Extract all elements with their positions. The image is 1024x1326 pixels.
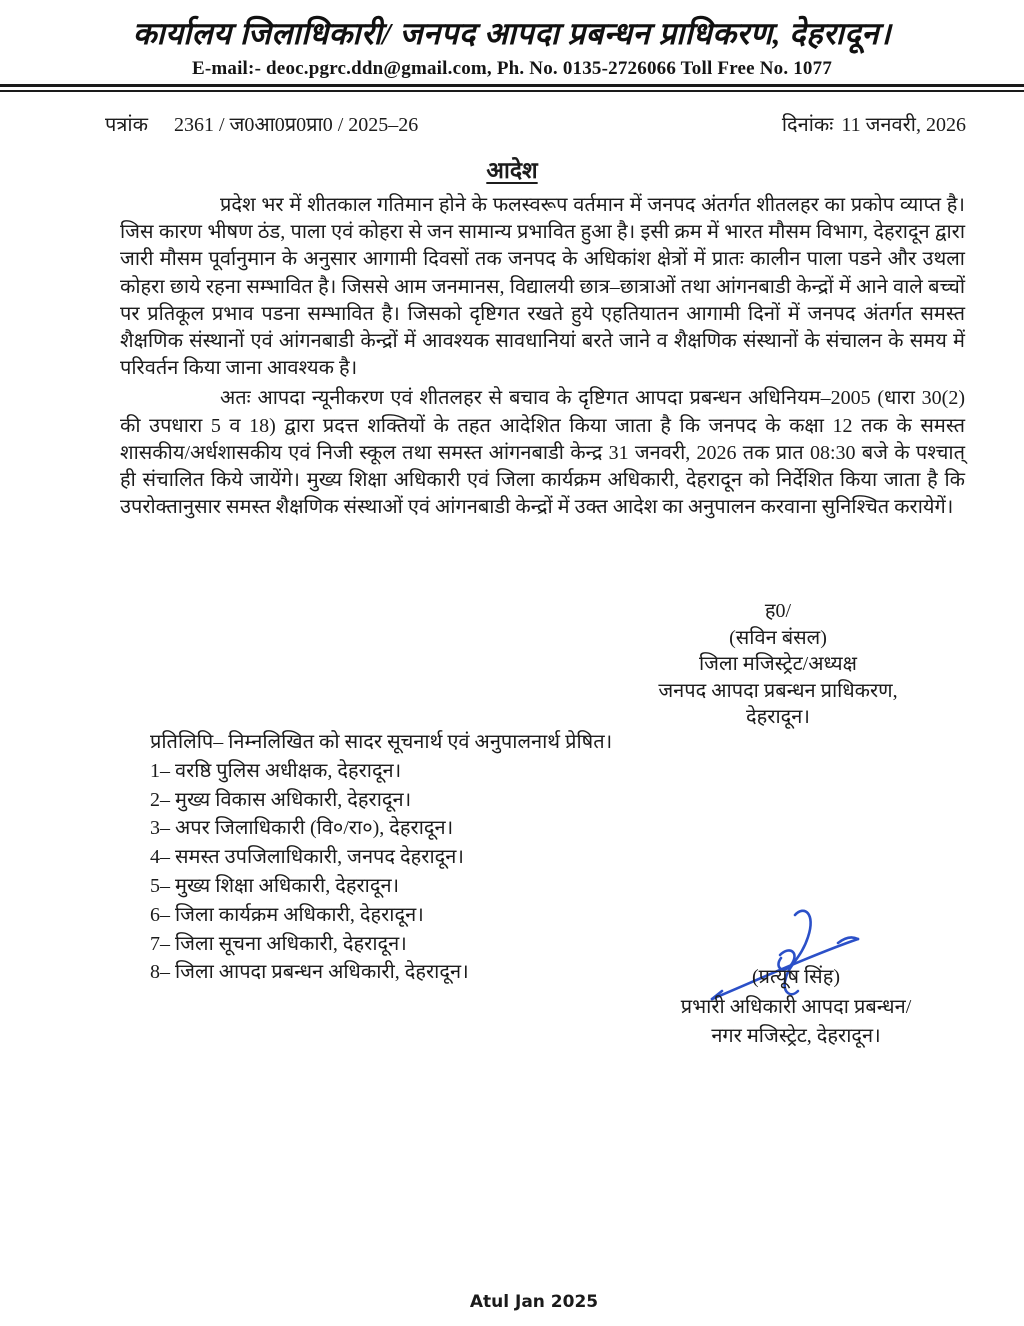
order-paragraph-2: अतः आपदा न्यूनीकरण एवं शीतलहर से बचाव के दृष्टिगत आपदा प्रबन्धन अधिनियम–2005 (धारा 30(2) की उपधारा 5 व 18) द्वारा प्रदत्त शक्तियों के तहत आदेशित किया जाता है कि जनपद के कक्षा 12 तक के समस्त शासकीय/अर्धशासकीय एवं निजी स्कूल तथा समस्त आंगनबाडी केन्द्र 31 जनवरी, 2026 तक प्रात 08:30 बजे के पश्चात् ही संचालित किये जायेंगे। मुख्य शिक्षा अधिकारी एवं जिला कार्यक्रम अधिकारी, देहरादून को निर्देशित किया जाता है कि उपरोक्तानुसार समस्त शैक्षणिक संस्थाओं एवं आंगनबाडी केन्द्रों में उक्त आदेश का अनुपालन करवाना सुनिश्चित करायेगें। — [120, 387, 965, 519]
signatory-block — [618, 598, 938, 731]
countersign-block — [638, 963, 954, 1052]
signatory-name: (सविन बंसल) — [729, 626, 827, 649]
copy-section — [150, 728, 710, 987]
copy-list-item: 3– अपर जिलाधिकारी (वि०/रा०), देहरादून। — [150, 817, 454, 840]
copy-section-heading: प्रतिलिपि– निम्नलिखित को सादर सूचनार्थ एवं अनुपालनार्थ प्रेषित। — [150, 731, 613, 753]
letter-number-group — [105, 110, 418, 137]
signed-mark: ह0/ — [764, 600, 792, 622]
letter-date-group — [782, 110, 966, 137]
copy-list-item: 6– जिला कार्यक्रम अधिकारी, देहरादून। — [150, 903, 424, 926]
copy-list-item: 4– समस्त उपजिलाधिकारी, जनपद देहरादून। — [150, 846, 464, 869]
signatory-designation-1: जिला मजिस्ट्रेट/अध्यक्ष — [699, 653, 857, 675]
copy-list-item: 7– जिला सूचना अधिकारी, देहरादून। — [150, 932, 407, 955]
order-paragraph-1: प्रदेश भर में शीतकाल गतिमान होने के फलस्वरूप वर्तमान में जनपद अंतर्गत शीतलहर का प्रकोप व्याप्त है। जिस कारण भीषण ठंड, पाला एवं कोहरा से जन सामान्य प्रभावित हुआ है। इसी क्रम में भारत मौसम विभाग, देहरादून द्वारा जारी मौसम पूर्वानुमान के अनुसार आगामी दिवसों तक जनपद के अधिकांश क्षेत्रों में प्रातः कालीन पाला पडने और उथला कोहरा छाये रहना सम्भावित है। जिससे आम जनमानस, विद्यालयी छात्र–छात्राओं तथा आंगनबाडी केन्द्रों में आने वाले बच्चों पर प्रतिकूल प्रभाव पडना सम्भावित है। जिसको दृष्टिगत रखते हुये एहतियातन आगामी दिनों में जनपद अंतर्गत समस्त शैक्षणिक संस्थानों एवं आंगनबाडी केन्द्रों में आवश्यक सावधानियां बरते जाने व शैक्षणिक संस्थानों के संचालन के समय में परिवर्तन किया जाना आवश्यक है। — [120, 194, 965, 380]
copy-list-item: 5– मुख्य शिक्षा अधिकारी, देहरादून। — [150, 874, 400, 897]
contact-info-line: E-mail:- deoc.pgrc.ddn@gmail.com, Ph. No. 0135-2726066 Toll Free No. 1077 — [191, 58, 833, 79]
office-title: कार्यालय जिलाधिकारी/ जनपद आपदा प्रबन्धन प्राधिकरण, देहरादून। — [132, 16, 892, 51]
copy-list-item: 1– वरष्ठि पुलिस अधीक्षक, देहरादून। — [150, 759, 402, 782]
order-title: आदेश — [486, 158, 538, 183]
copy-list-item: 8– जिला आपदा प्रबन्धन अधिकारी, देहरादून। — [150, 961, 469, 984]
countersign-designation-1: प्रभारी अधिकारी आपदा प्रबन्धन/ — [680, 995, 912, 1018]
footer-note: Atul Jan 2025 — [469, 1292, 599, 1312]
letter-date-value: 11 जनवरी, 2026 — [841, 114, 966, 136]
header-divider-rule — [0, 84, 1024, 92]
letter-date-label: दिनांकः — [781, 114, 834, 136]
reference-row — [105, 110, 966, 137]
letter-number-label: पत्रांक — [105, 114, 148, 136]
copy-list-item: 2– मुख्य विकास अधिकारी, देहरादून। — [150, 788, 412, 811]
signature-slash-tip — [838, 937, 858, 943]
signatory-designation-3: देहरादून। — [746, 706, 810, 728]
countersign-name: (प्रत्यूष सिंह) — [752, 966, 840, 988]
letter-number-value: 2361 / ज0आ0प्र0प्रा0 / 2025–26 — [173, 114, 419, 136]
countersign-designation-2: नगर मजिस्ट्रेट, देहरादून। — [711, 1025, 881, 1047]
order-body — [120, 192, 965, 524]
signatory-designation-2: जनपद आपदा प्रबन्धन प्राधिकरण, — [658, 679, 898, 702]
